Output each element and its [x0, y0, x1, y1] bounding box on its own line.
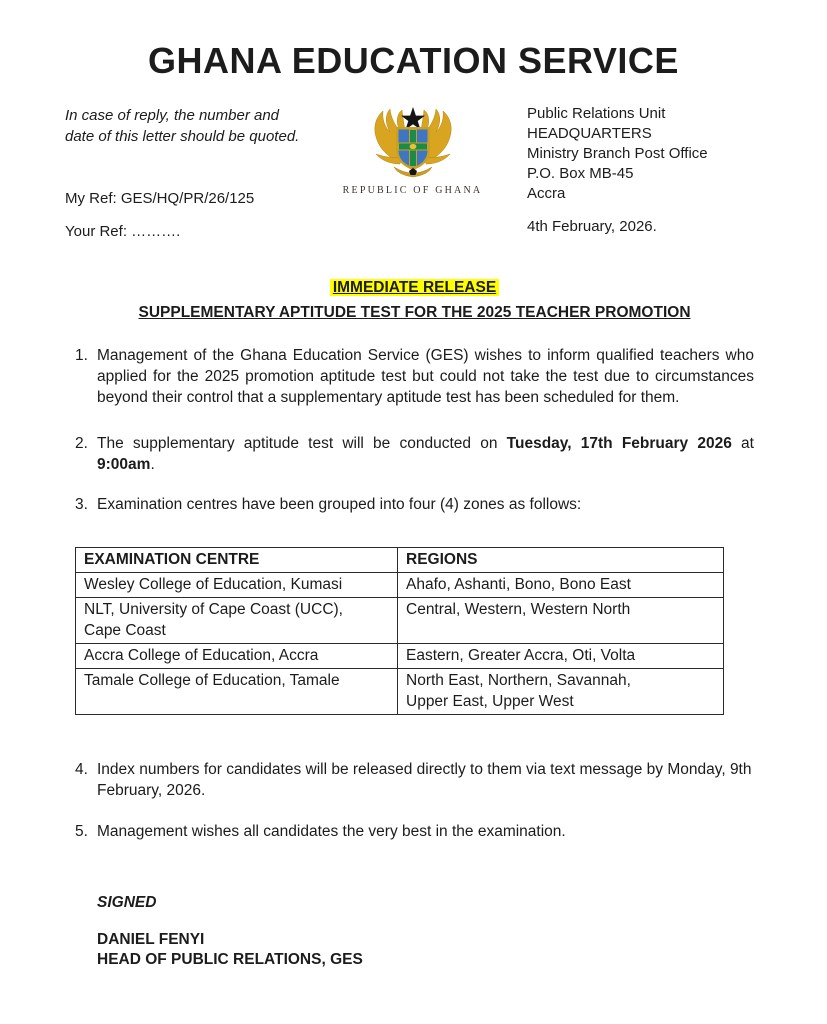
item-number: 3.	[75, 496, 88, 513]
table-header-row	[76, 548, 724, 573]
item-text	[97, 433, 754, 475]
cell-line: Cape Coast	[84, 622, 166, 639]
letter-date: 4th February, 2026.	[527, 218, 657, 235]
column-header-centre: EXAMINATION CENTRE	[76, 548, 398, 573]
coat-of-arms-block	[340, 106, 485, 196]
reply-note-line2: date of this letter should be quoted.	[65, 128, 300, 145]
item-text: Examination centres have been grouped into four (4) zones as follows:	[97, 496, 582, 513]
cell-regions: Ahafo, Ashanti, Bono, Bono East	[398, 573, 724, 598]
address-line: P.O. Box MB-45	[527, 165, 634, 182]
cell-regions: Eastern, Greater Accra, Oti, Volta	[398, 644, 724, 669]
subject-heading: SUPPLEMENTARY APTITUDE TEST FOR THE 2025 TEACHER PROMOTION	[138, 304, 691, 321]
cell-centre	[76, 598, 398, 644]
signature-block	[97, 930, 754, 970]
cell-regions: Central, Western, Western North	[398, 598, 724, 644]
reply-note	[65, 105, 299, 147]
reply-note-line1: In case of reply, the number and	[65, 107, 280, 124]
list-item-3	[75, 494, 754, 515]
column-header-regions: REGIONS	[398, 548, 724, 573]
item2-mid: at	[731, 435, 754, 452]
item-number: 1.	[75, 347, 88, 364]
item-number: 5.	[75, 823, 88, 840]
exam-zones-table	[75, 547, 724, 715]
letter-body	[75, 270, 754, 970]
cell-regions	[398, 669, 724, 715]
item2-end: .	[150, 456, 155, 473]
cell-line: North East, Northern, Savannah,	[406, 672, 631, 689]
address-line: HEADQUARTERS	[527, 125, 652, 142]
your-ref: Your Ref: ……….	[65, 223, 181, 240]
my-ref: My Ref: GES/HQ/PR/26/125	[65, 190, 255, 207]
table-row	[76, 669, 724, 715]
list-item-5	[75, 821, 754, 842]
address-line: Accra	[527, 185, 566, 202]
item-number: 2.	[75, 435, 88, 452]
item2-date: Tuesday, 17th February 2026	[506, 435, 732, 452]
address-block	[527, 104, 708, 204]
release-line	[75, 277, 754, 298]
cell-centre: Tamale College of Education, Tamale	[76, 669, 398, 715]
list-item-1	[75, 345, 754, 408]
cell-line: Upper East, Upper West	[406, 693, 574, 710]
signed-label: SIGNED	[97, 894, 157, 911]
address-line: Public Relations Unit	[527, 105, 666, 122]
item-text: Index numbers for candidates will be released directly to them via text message by Monday, 9th February, 2026.	[97, 761, 752, 799]
table-row	[76, 598, 724, 644]
crest-caption: REPUBLIC OF GHANA	[342, 185, 483, 196]
page-title: GHANA EDUCATION SERVICE	[148, 40, 679, 81]
item-text: Management of the Ghana Education Service (GES) wishes to inform qualified teachers who applied for the 2025 promotion aptitude test but could not take the test due to circumstances beyond their control that a supplementary aptitude test has been scheduled for them.	[97, 347, 754, 406]
table-row	[76, 644, 724, 669]
signatory-name: DANIEL FENYI	[97, 931, 205, 948]
item-text: Management wishes all candidates the very best in the examination.	[97, 823, 566, 840]
item2-pre: The supplementary aptitude test will be conducted on	[97, 435, 507, 452]
release-tag: IMMEDIATE RELEASE	[330, 279, 499, 296]
cell-centre: Wesley College of Education, Kumasi	[76, 573, 398, 598]
list-item-4	[75, 759, 754, 801]
table-row	[76, 573, 724, 598]
address-line: Ministry Branch Post Office	[527, 145, 708, 162]
cell-centre: Accra College of Education, Accra	[76, 644, 398, 669]
cell-line: NLT, University of Cape Coast (UCC),	[84, 601, 343, 618]
item2-time: 9:00am	[97, 456, 151, 473]
item-number: 4.	[75, 761, 88, 778]
list-item-2	[75, 433, 754, 475]
ghana-coat-of-arms-icon	[348, 106, 478, 178]
signatory-title: HEAD OF PUBLIC RELATIONS, GES	[97, 951, 363, 968]
